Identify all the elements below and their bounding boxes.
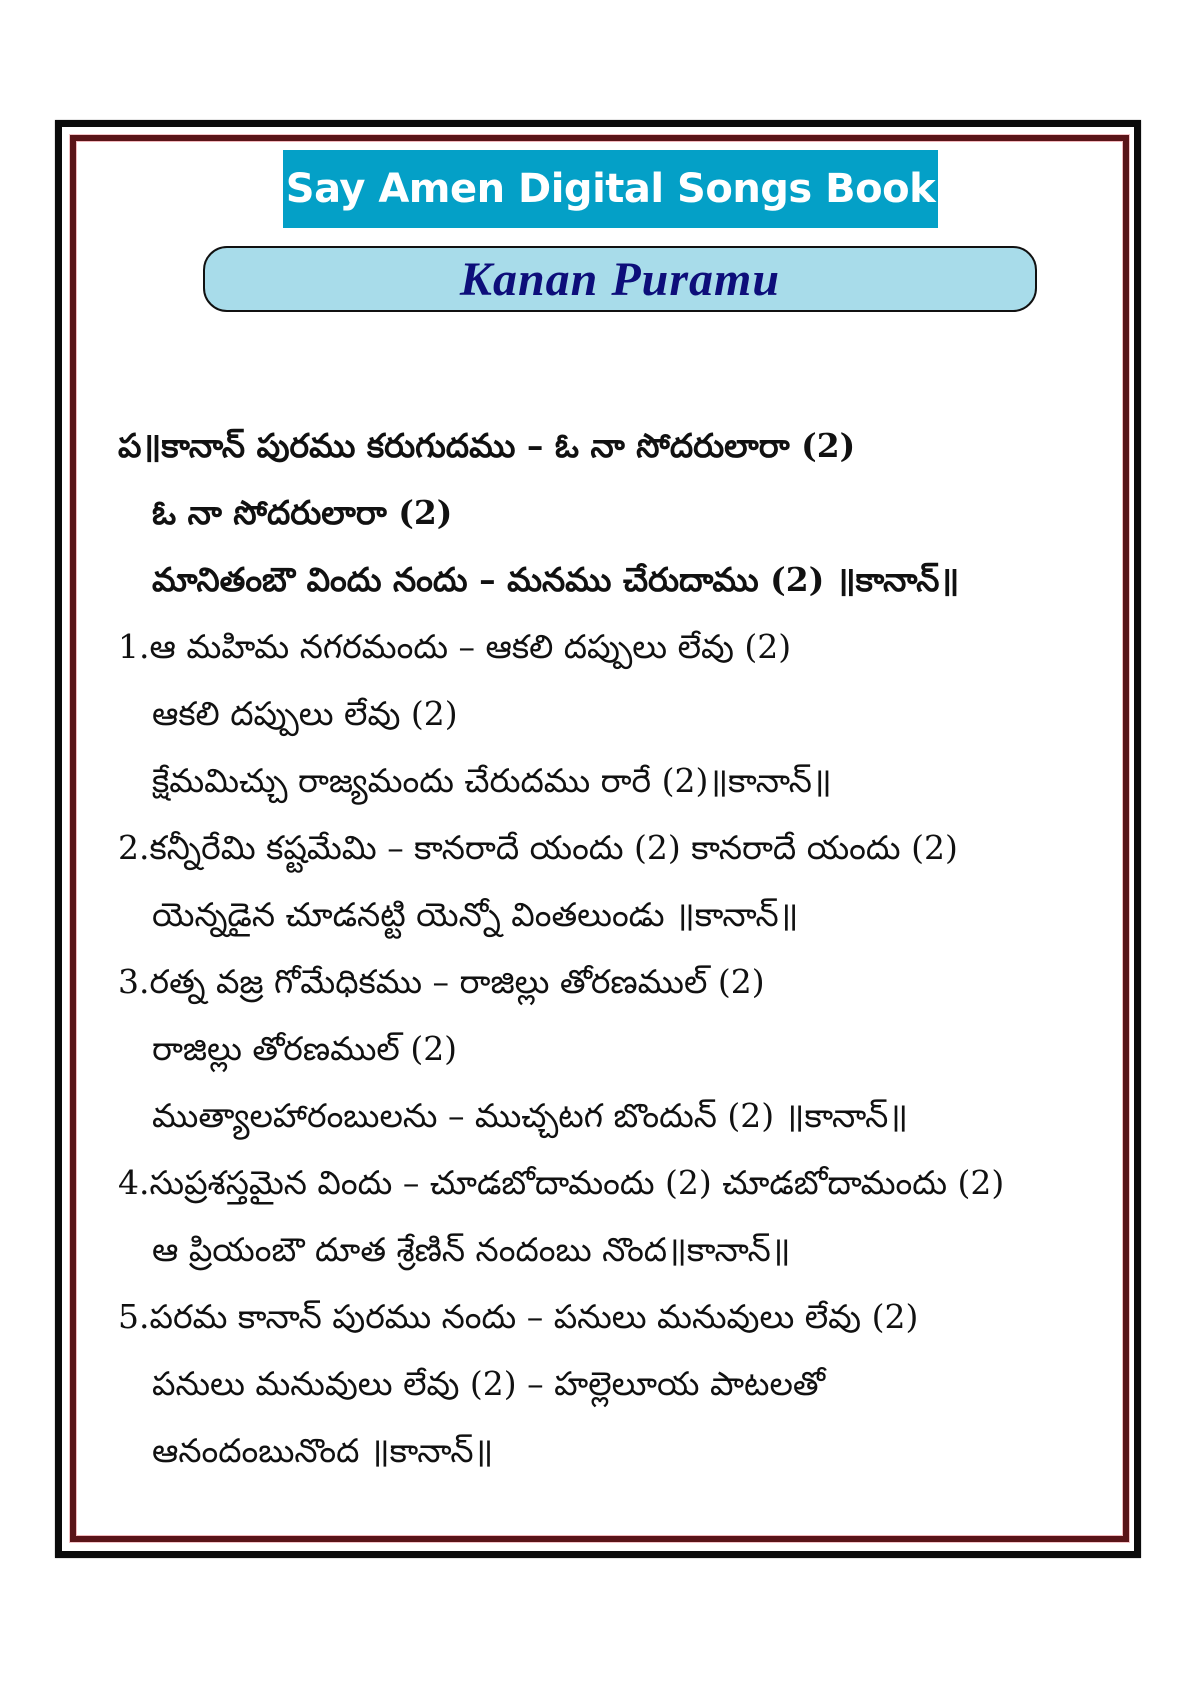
pallavi-line-3: మానితంబౌ విందు నందు – మనము చేరుదాము (2) ॥కానాన్॥ <box>152 560 960 599</box>
stanza-1-line-2: ఆకలి దప్పులు లేవు (2) <box>152 694 458 733</box>
song-title: Kanan Puramu <box>459 252 781 306</box>
stanza-3-line-3: ముత్యాలహారంబులను – ముచ్చటగ బొందున్ (2) ॥కానాన్॥ <box>152 1096 909 1135</box>
stanza-number: 4. <box>118 1163 150 1202</box>
stanza-4-line-1 <box>118 1149 1118 1216</box>
stanza-2-line-2: యెన్నడైన చూడనట్టి యెన్నో వింతలుండు ॥కానాన్॥ <box>152 895 799 934</box>
stanza-1-line-3: క్షేమమిచ్చు రాజ్యమందు చేరుదము రారే (2)॥కానాన్॥ <box>152 761 832 800</box>
stanza-1-line-1 <box>118 613 1118 680</box>
stanza-5-line-2: పనులు మనువులు లేవు (2) – హల్లెలూయ పాటలతో <box>152 1364 826 1403</box>
stanza-text: కన్నీరేమి కష్టమేమి – కానరాదే యందు (2) కానరాదే యందు (2) <box>149 828 958 867</box>
song-title-box <box>203 246 1037 312</box>
stanza-text: సుప్రశస్తమైన విందు – చూడబోదామందు (2) చూడబోదామందు (2) <box>149 1163 1005 1202</box>
stanza-number: 3. <box>118 962 150 1001</box>
songbook-banner <box>283 150 938 228</box>
stanza-number: 5. <box>118 1297 150 1336</box>
stanza-4-line-2: ఆ ప్రియంబౌ దూత శ్రేణిన్ నందంబు నొంద॥కానాన్॥ <box>152 1230 791 1269</box>
stanza-text: పరమ కానాన్ పురము నందు – పనులు మనువులు లేవు (2) <box>149 1297 919 1336</box>
stanza-5-line-1 <box>118 1283 1118 1350</box>
pallavi-line-1: ప॥కానాన్ పురము కరుగుదము – ఓ నా సోదరులారా (2) <box>118 426 856 465</box>
song-lyrics <box>118 412 1118 1484</box>
stanza-5-line-3: ఆనందంబునొంద ॥కానాన్॥ <box>152 1431 494 1470</box>
stanza-text: ఆ మహిమ నగరమందు – ఆకలి దప్పులు లేవు (2) <box>149 627 792 666</box>
pallavi-line-2: ఓ నా సోదరులారా (2) <box>152 493 453 532</box>
stanza-text: రత్న వజ్ర గోమేధికము – రాజిల్లు తోరణముల్ (2) <box>149 962 765 1001</box>
stanza-number: 2. <box>118 828 150 867</box>
stanza-number: 1. <box>118 627 150 666</box>
stanza-3-line-2: రాజిల్లు తోరణముల్ (2) <box>152 1029 458 1068</box>
stanza-3-line-1 <box>118 948 1118 1015</box>
stanza-2-line-1 <box>118 814 1118 881</box>
songbook-title: Say Amen Digital Songs Book <box>285 166 936 212</box>
